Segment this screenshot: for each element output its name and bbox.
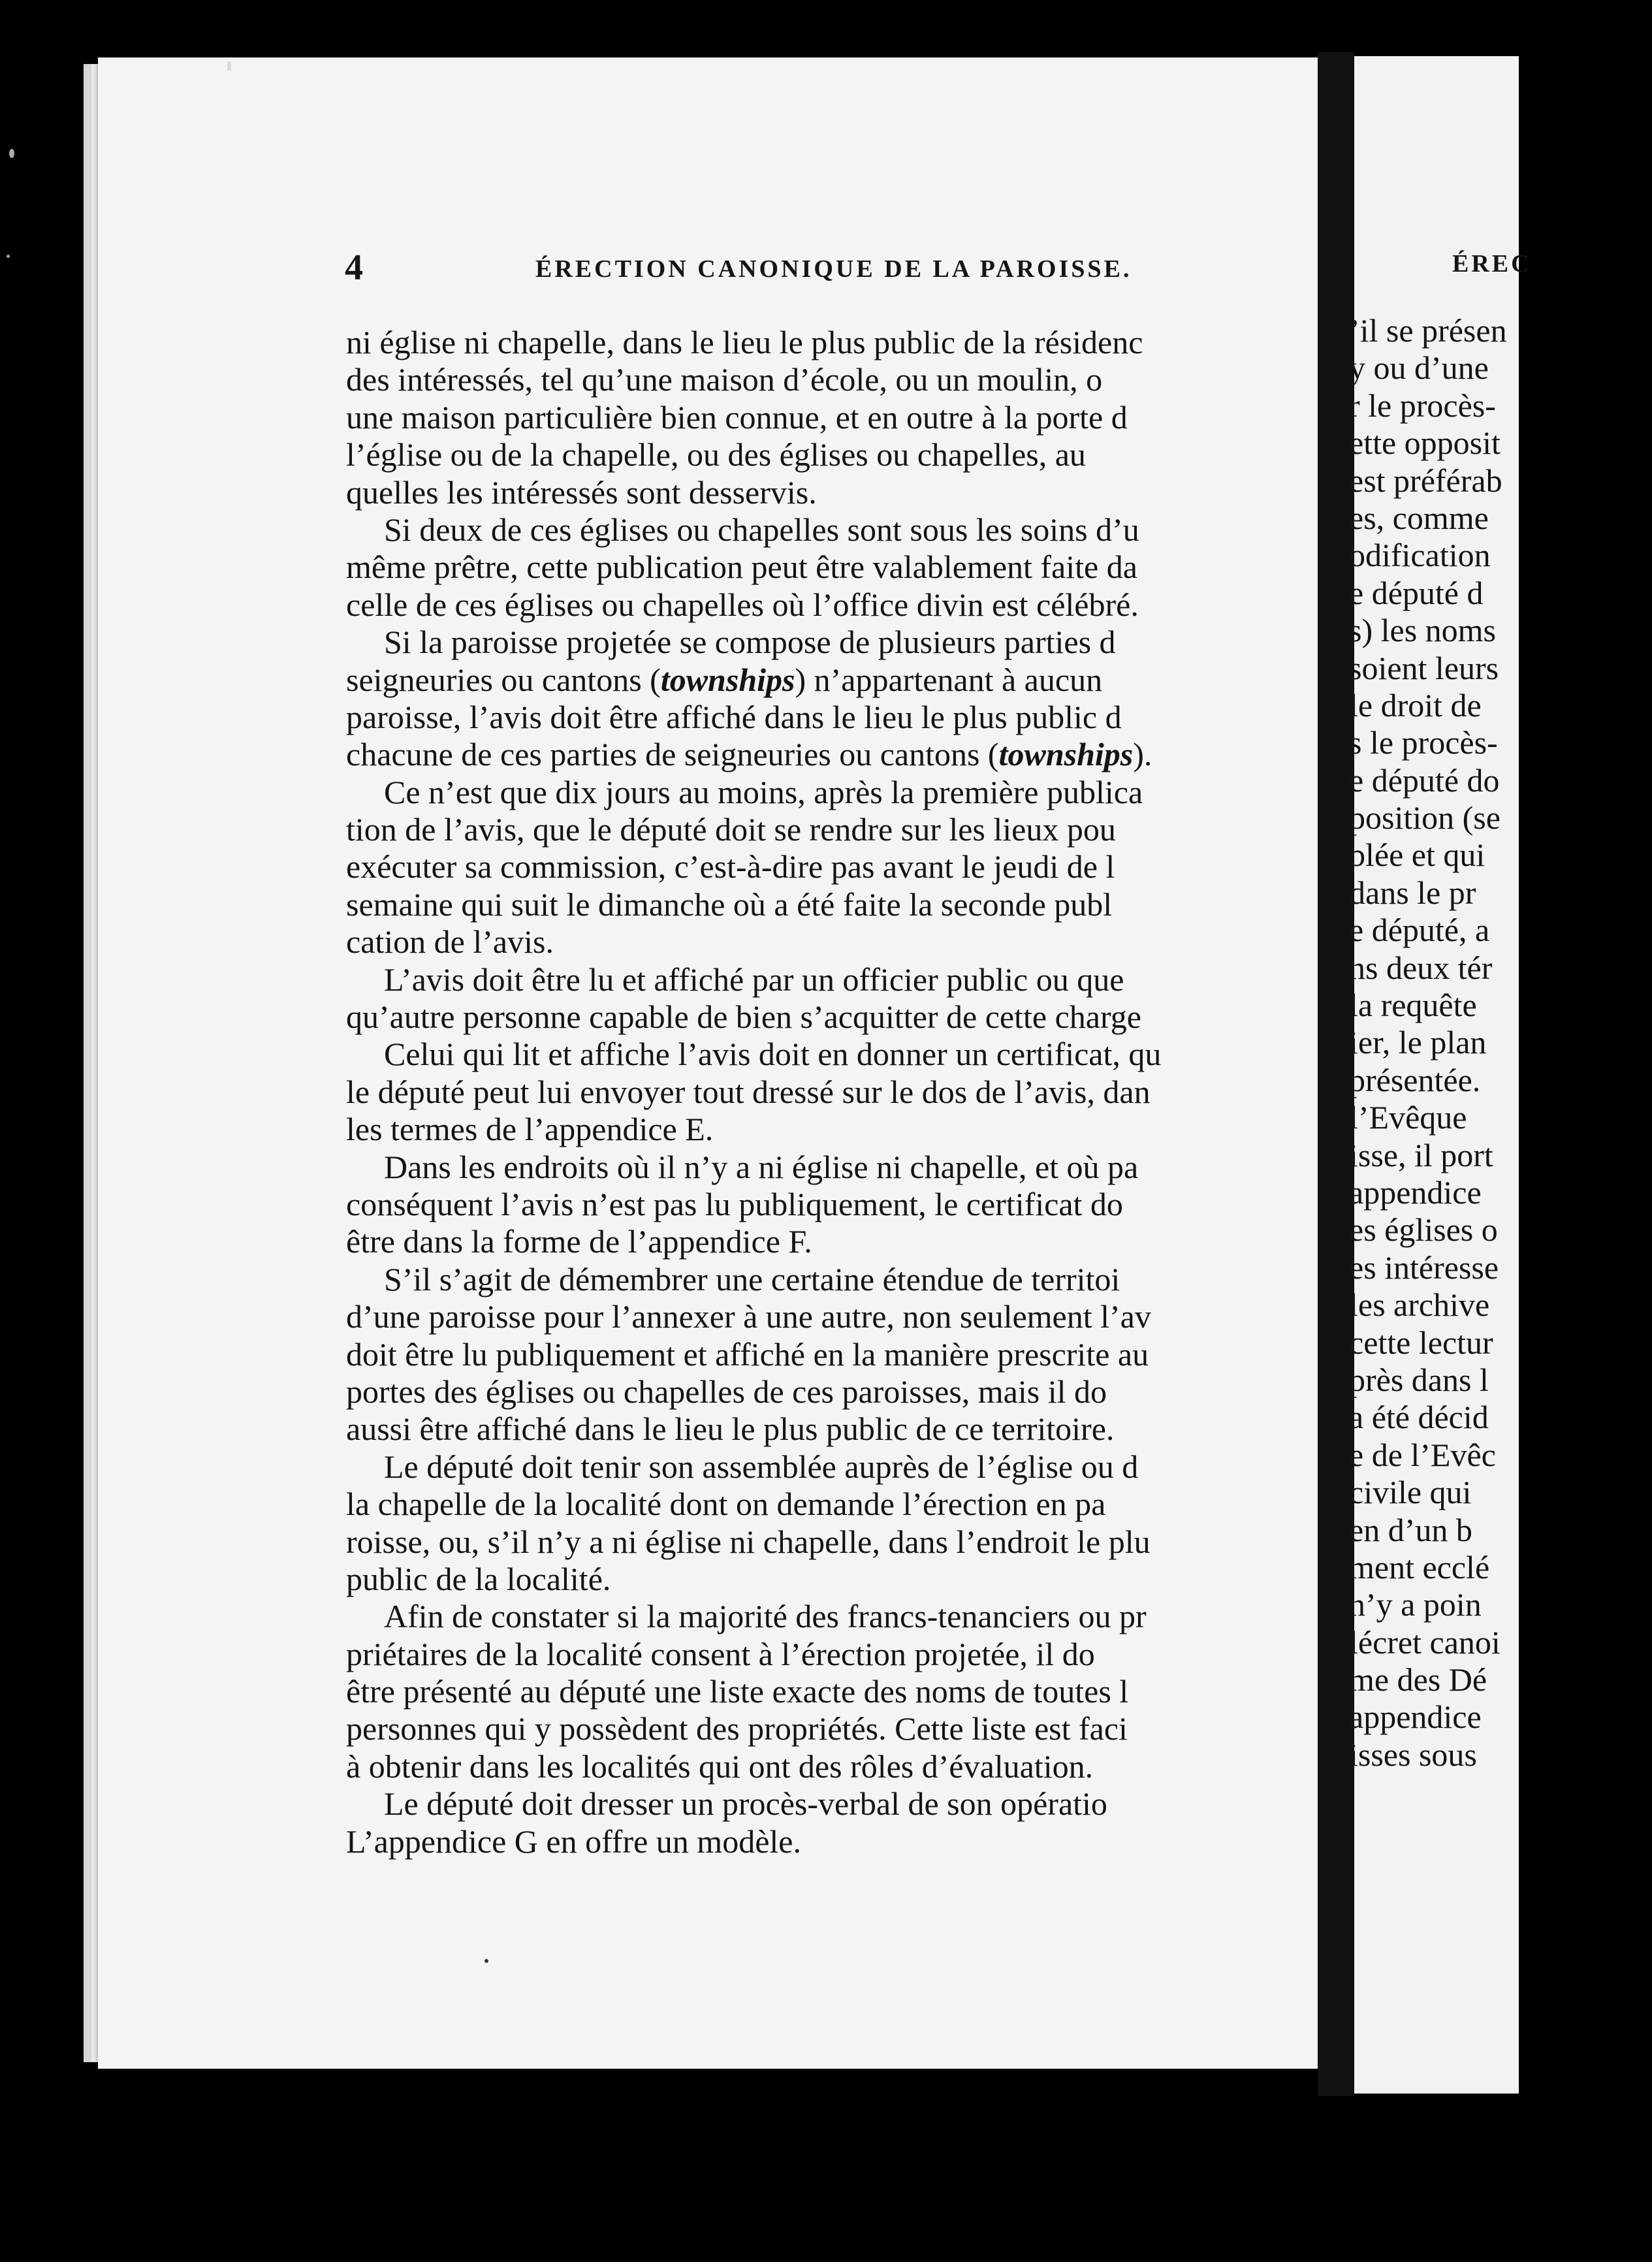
text-line: Le député doit dresser un procès-verbal de son opératio xyxy=(384,1785,1107,1823)
facing-text-line: e député, a xyxy=(1349,912,1490,949)
facing-text-line: en d’un b xyxy=(1349,1511,1472,1548)
text-line: roisse, ou, s’il n’y a ni église ni chapelle, dans l’endroit le plu xyxy=(346,1523,1151,1560)
text-line: la chapelle de la localité dont on demande l’érection en pa xyxy=(346,1486,1106,1523)
text-line: l’église ou de la chapelle, ou des églises ou chapelles, au xyxy=(346,436,1086,473)
facing-text-line: est préférab xyxy=(1349,462,1502,499)
right-page xyxy=(1349,56,1532,2094)
text-line: Celui qui lit et affiche l’avis doit en donner un certificat, qu xyxy=(384,1036,1162,1073)
text-line: paroisse, l’avis doit être affiché dans le lieu le plus public d xyxy=(346,698,1122,735)
facing-text-line: l’Evêque xyxy=(1349,1099,1467,1136)
page-mark xyxy=(227,61,231,71)
text-line: ni église ni chapelle, dans le lieu le plus public de la résidenc xyxy=(346,324,1143,360)
text-line: exécuter sa commission, c’est-à-dire pas avant le jeudi de l xyxy=(346,848,1115,885)
facing-text-line: ’il se présen xyxy=(1349,312,1507,349)
facing-text-line: présentée. xyxy=(1349,1061,1481,1098)
text-line: seigneuries ou cantons (townships) n’appartenant à aucun xyxy=(346,661,1103,698)
facing-text-line: isse, il port xyxy=(1349,1136,1493,1173)
text-line: personnes qui y possèdent des propriétés. Cette liste est faci xyxy=(346,1710,1128,1747)
facing-text-line: y ou d’une xyxy=(1349,349,1489,387)
facing-text-line: es églises o xyxy=(1349,1211,1498,1249)
facing-text-line: r le procès- xyxy=(1349,387,1496,424)
text-line: chacune de ces parties de seigneuries ou cantons (townships). xyxy=(346,736,1152,773)
text-line: qu’autre personne capable de bien s’acquitter de cette charge xyxy=(346,998,1141,1036)
text-line: être présenté au député une liste exacte des noms de toutes l xyxy=(346,1673,1129,1710)
text-line: S’il s’agit de démembrer une certaine étendue de territoi xyxy=(384,1260,1120,1298)
text-line: doit être lu publiquement et affiché en la manière prescrite au xyxy=(346,1335,1149,1373)
text-line: les termes de l’appendice E. xyxy=(346,1111,714,1148)
facing-text-line: civile qui xyxy=(1349,1474,1472,1511)
text-line: cation de l’avis. xyxy=(346,923,554,961)
left-page xyxy=(98,57,1332,2069)
text-line: portes des églises ou chapelles de ces paroisses, mais il do xyxy=(346,1373,1107,1410)
facing-page-text xyxy=(1349,312,1507,1774)
text-line: semaine qui suit le dimanche où a été faite la seconde publ xyxy=(346,885,1113,923)
facing-text-line: la requête xyxy=(1349,987,1477,1024)
text-line: Afin de constater si la majorité des francs-tenanciers ou pr xyxy=(384,1598,1147,1635)
facing-text-line: es, comme xyxy=(1349,499,1489,536)
text-line: tion de l’avis, que le député doit se rendre sur les lieux pou xyxy=(346,811,1116,848)
ink-speck xyxy=(484,1959,488,1963)
facing-text-line: cette lectur xyxy=(1349,1324,1493,1361)
facing-text-line: position (se xyxy=(1349,799,1501,836)
facing-text-line: s le procès- xyxy=(1349,724,1498,761)
facing-text-line: ment ecclé xyxy=(1349,1548,1490,1585)
text-line: L’appendice G en offre un modèle. xyxy=(346,1823,801,1860)
text-line: Le député doit tenir son assemblée auprès de l’église ou d xyxy=(384,1448,1139,1485)
scan-speck xyxy=(7,255,10,258)
facing-text-line: le droit de xyxy=(1349,686,1482,724)
text-line: d’une paroisse pour l’annexer à une autre, non seulement l’av xyxy=(346,1298,1151,1335)
text-line: le député peut lui envoyer tout dressé sur le dos de l’avis, dan xyxy=(346,1073,1151,1110)
facing-text-line: me des Dé xyxy=(1349,1661,1487,1698)
scan-speck xyxy=(9,149,14,158)
text-line: quelles les intéressés sont desservis. xyxy=(346,473,817,511)
facing-text-line: es intéresse xyxy=(1349,1249,1499,1286)
text-line: conséquent l’avis n’est pas lu publiquement, le certificat do xyxy=(346,1185,1123,1222)
text-line: priétaires de la localité consent à l’érection projetée, il do xyxy=(346,1635,1095,1672)
text-line: L’avis doit être lu et affiché par un officier public ou que xyxy=(384,961,1124,998)
text-line: même prêtre, cette publication peut être valablement faite da xyxy=(346,549,1137,586)
text-line: Ce n’est que dix jours au moins, après la première publica xyxy=(384,773,1143,810)
facing-text-line: e député d xyxy=(1349,574,1484,611)
page-number: 4 xyxy=(345,247,363,288)
facing-running-title: ÉREC xyxy=(1452,250,1532,278)
facing-text-line: e de l’Evêc xyxy=(1349,1436,1496,1473)
text-line: Si deux de ces églises ou chapelles sont sous les soins d’u xyxy=(384,511,1139,548)
facing-text-line: appendice xyxy=(1349,1173,1482,1211)
text-line: une maison particulière bien connue, et en outre à la porte d xyxy=(346,398,1128,436)
facing-text-line: soient leurs xyxy=(1349,649,1499,686)
facing-text-line: ette opposit xyxy=(1349,424,1501,462)
facing-text-line: isses sous xyxy=(1349,1736,1477,1773)
facing-text-line: les archive xyxy=(1349,1286,1490,1324)
facing-text-line: lécret canoi xyxy=(1349,1623,1501,1661)
facing-text-line: ier, le plan xyxy=(1349,1024,1487,1061)
facing-text-line: dans le pr xyxy=(1349,874,1476,911)
text-line: des intéressés, tel qu’une maison d’école, ou un moulin, o xyxy=(346,361,1103,398)
text-line: celle de ces églises ou chapelles où l’office divin est célébré. xyxy=(346,586,1139,623)
facing-text-line: e député do xyxy=(1349,761,1500,799)
text-line: aussi être affiché dans le lieu le plus public de ce territoire. xyxy=(346,1410,1115,1448)
text-line: à obtenir dans les localités qui ont des rôles d’évaluation. xyxy=(346,1747,1094,1785)
facing-text-line: a été décid xyxy=(1349,1399,1489,1436)
facing-text-line: s) les noms xyxy=(1349,612,1496,649)
facing-text-line: appendice xyxy=(1349,1698,1482,1736)
facing-text-line: blée et qui xyxy=(1349,836,1485,874)
running-title: ÉRECTION CANONIQUE DE LA PAROISSE. xyxy=(535,255,1132,283)
text-line: public de la localité. xyxy=(346,1560,611,1597)
text-line: Dans les endroits où il n’y a ni église ni chapelle, et où pa xyxy=(384,1148,1139,1185)
facing-text-line: n’y a poin xyxy=(1349,1586,1482,1623)
facing-text-line: près dans l xyxy=(1349,1361,1489,1398)
facing-text-line: odification xyxy=(1349,537,1491,574)
facing-text-line: ns deux tér xyxy=(1349,949,1493,986)
text-line: Si la paroisse projetée se compose de plusieurs parties d xyxy=(384,624,1116,661)
text-line: être dans la forme de l’appendice F. xyxy=(346,1223,812,1260)
